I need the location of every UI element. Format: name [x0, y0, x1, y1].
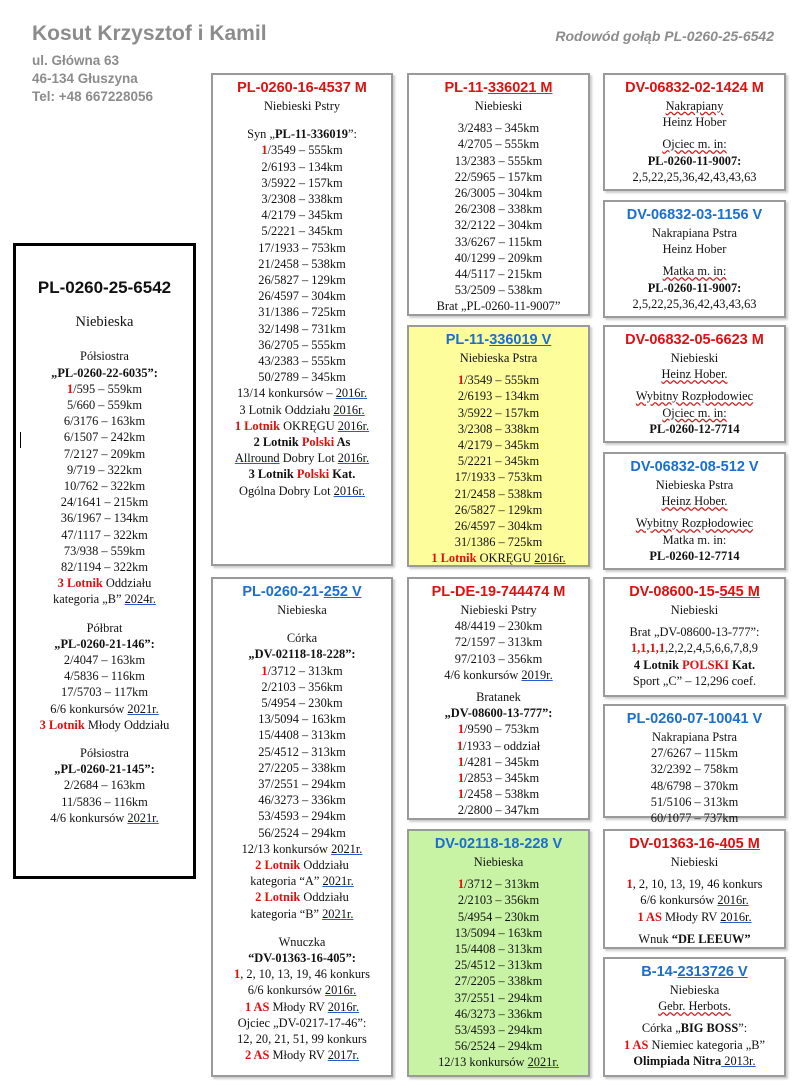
relation-name: PL-0260-11-9007: [647, 153, 742, 168]
result-line: 48/6798 – 370km [650, 778, 739, 793]
relation-name: Brat „DV-08600-13-777”: [629, 625, 760, 640]
ggp-color: Nakrapiany [665, 99, 724, 113]
fm-color: Niebieska Pstra [459, 351, 538, 365]
result-line: 56/2524 – 294km [454, 1039, 543, 1054]
award-line: 3 Lotnik Oddziału [57, 576, 152, 591]
result-line: 1/3549 – 555km [261, 143, 343, 158]
ggp-color: Niebieski [670, 351, 719, 365]
relation-label: Matka m. in: [662, 264, 727, 279]
result-line: 46/3273 – 336km [454, 1006, 543, 1021]
mm-box [407, 829, 590, 1077]
ggp2-box [603, 200, 786, 318]
ggp6-box [603, 704, 786, 826]
result-line: 36/2705 – 555km [258, 337, 346, 352]
result-line: 32/1498 – 731km [258, 321, 346, 336]
result-line: 26/5827 – 129km [454, 502, 543, 517]
award-line: 1 AS Młody RV 2016r. [637, 909, 752, 924]
result-line: 50/2789 – 345km [258, 370, 346, 385]
result-line: 7/2127 – 209km [63, 446, 146, 461]
result-line: 51/5106 – 313km [650, 794, 739, 809]
result-line: 26/5827 – 129km [258, 273, 346, 288]
ggp-desc: Wybitny Rozpłodowiec [635, 389, 754, 404]
relation-label: Ojciec m. in: [662, 137, 727, 152]
result-line: 12, 20, 21, 51, 99 konkurs [237, 1032, 367, 1047]
award-line: 1 Lotnik OKRĘGU 2016r. [431, 551, 566, 566]
mf-box [407, 577, 590, 820]
result-line: 27/2205 – 338km [258, 760, 346, 775]
address-line: Tel: +48 667228056 [32, 89, 153, 104]
result-line: 3/2308 – 338km [457, 421, 540, 436]
main-bird-box [13, 243, 196, 879]
relation-name: „DV-02118-18-228”: [248, 647, 356, 662]
result-line: 31/1386 – 725km [454, 535, 543, 550]
award-line: Allround Dobry Lot 2016r. [234, 451, 370, 466]
result-line: 2/4047 – 163km [63, 653, 146, 668]
award-line: 1 Lotnik OKRĘGU 2016r. [234, 418, 370, 433]
result-line: 53/2509 – 538km [454, 283, 543, 298]
award-line: 1 AS Młody RV 2016r. [244, 999, 360, 1014]
award-line: 2 AS Młody RV 2017r. [244, 1048, 360, 1063]
ggp-ring: DV-08600-15-545 M [629, 584, 760, 600]
relation-name: Ojciec „DV-0217-17-46”: [237, 1015, 367, 1030]
father-box [211, 73, 393, 566]
result-line: 10/762 – 322km [63, 479, 146, 494]
son-of-line: Syn „PL-11-336019”: [247, 127, 357, 142]
ggp-breeder: Heinz Hober. [661, 494, 728, 509]
award-line: 3 Lotnik Polski Kat. [248, 467, 356, 482]
result-line: 37/2551 – 294km [258, 777, 346, 792]
relation-label: Córka [286, 631, 318, 646]
relation-name: “DV-01363-16-405”: [248, 951, 356, 966]
result-line: 60/1077 – 737km [650, 811, 739, 826]
ggp5-box [603, 577, 786, 697]
result-line: 4/2179 – 345km [261, 208, 343, 223]
result-line: 46/3273 – 336km [258, 793, 346, 808]
result-line: 56/2524 – 294km [258, 825, 346, 840]
result-line: 3/5922 – 157km [457, 405, 540, 420]
result-line: 82/1194 – 322km [61, 560, 148, 575]
award-line: kategoria “A” 2021r. [250, 874, 354, 889]
ggp-ring: DV-06832-03-1156 V [626, 207, 763, 223]
result-line: 26/2308 – 338km [454, 202, 543, 217]
ggp-color: Nakrapiana Pstra [652, 730, 737, 744]
ggp-color: Nakrapiana Pstra [652, 226, 737, 240]
sibling-label: Półbrat [86, 620, 123, 635]
award-line: Olimpiada Nitra 2013r. [633, 1053, 756, 1068]
result-line: 1/3549 – 555km [457, 373, 540, 388]
award-line: 2 Lotnik Polski As [253, 435, 351, 450]
ggp7-box [603, 829, 786, 949]
ggp-breeder: Gebr. Herbots. [658, 999, 731, 1014]
award-line: Sport „C” – 12,296 coef. [632, 673, 757, 688]
relation-name: PL-0260-11-9007: [647, 280, 742, 295]
result-line: 44/5117 – 215km [455, 267, 542, 282]
award-line: kategoria „B” 2024r. [53, 592, 156, 607]
result-line: 2/2103 – 356km [457, 893, 540, 908]
ggp3-box [603, 325, 786, 443]
relation-name: „DV-08600-13-777”: [444, 706, 553, 721]
result-line: 1/3712 – 313km [457, 877, 540, 892]
relation-name: PL-0260-12-7714 [649, 421, 740, 436]
result-line: 5/4954 – 230km [261, 696, 343, 711]
relation-label: Bratanek [476, 690, 521, 705]
ggp-color: Niebieski [670, 855, 719, 869]
sibling-name: „PL-0260-21-146”: [54, 636, 155, 651]
father-color: Niebieski Pstry [263, 99, 341, 113]
ggp-ring: B-14-2313726 V [641, 964, 748, 980]
relation-label: Ojciec m. in: [662, 405, 727, 420]
relation-line: Córka „BIG BOSS”: [641, 1021, 748, 1036]
result-line: 6/6 konkursów 2016r. [247, 983, 357, 998]
result-line: 73/938 – 559km [63, 543, 146, 558]
result-line: 5/2221 – 345km [261, 224, 343, 239]
main-ring: PL-0260-25-6542 [37, 278, 172, 297]
result-line: 22/5965 – 157km [454, 169, 543, 184]
ff-ring: PL-11-336021 M [444, 80, 553, 96]
result-line: 21/2458 – 538km [258, 256, 346, 271]
result-line: 53/4593 – 294km [454, 1023, 543, 1038]
result-line: 5/4954 – 230km [457, 909, 540, 924]
result-line: 6/1507 – 242km [63, 430, 146, 445]
result-line: 2/2684 – 163km [63, 778, 146, 793]
address-line: ul. Główna 63 [32, 53, 120, 68]
sibling-name: „PL-0260-21-145”: [54, 762, 155, 777]
award-line: 2 Lotnik Oddziału [255, 858, 349, 873]
ggp-ring: DV-01363-16-405 M [629, 836, 760, 852]
result-line: 4/2179 – 345km [457, 438, 540, 453]
mf-ring: PL-DE-19-744474 M [431, 584, 566, 600]
award-line: 3 Lotnik Młody Oddziału [39, 717, 170, 732]
result-line: 1/9590 – 753km [457, 722, 540, 737]
fm-ring: PL-11-336019 V [445, 332, 552, 348]
ggp-color: Niebieska [669, 983, 720, 997]
result-line: 25/4512 – 313km [454, 958, 543, 973]
ggp-color: Niebieska Pstra [655, 478, 734, 492]
award-line: Ogólna Dobry Lot 2016r. [239, 483, 365, 498]
award-line: 2 Lotnik Oddziału [255, 890, 349, 905]
result-line: 1/1933 – oddział [456, 738, 541, 753]
result-line: 4/6 konkursów 2021r. [50, 810, 159, 825]
sibling-label: Półsiostra [80, 349, 129, 364]
ggp4-box [603, 452, 786, 570]
result-line: 32/2122 – 304km [454, 218, 543, 233]
result-line: 2/2800 – 347km [457, 803, 540, 818]
mf-color: Niebieski Pstry [460, 603, 537, 617]
relation-label: Wnuczka [278, 934, 326, 949]
result-line: 33/6267 – 115km [455, 234, 542, 249]
owner-address [32, 52, 153, 106]
result-line: 26/3005 – 304km [454, 186, 543, 201]
fm-box [407, 325, 590, 567]
relation-name: Brat „PL-0260-11-9007” [436, 299, 561, 314]
result-line: 15/4408 – 313km [454, 942, 543, 957]
result-line: 3/2483 – 345km [457, 121, 540, 136]
award-line: 3 Lotnik Oddziału 2016r. [239, 402, 365, 417]
relation-name: PL-0260-12-7714 [649, 548, 740, 563]
result-line: 1,1,1,1,2,2,2,4,5,6,6,7,8,9 [630, 641, 758, 656]
result-line: 24/1641 – 215km [60, 495, 149, 510]
result-line: 32/2392 – 758km [650, 762, 739, 777]
owner-name: Kosut Krzysztof i Kamil [32, 22, 267, 45]
ggp1-box [603, 73, 786, 191]
ggp-breeder: Heinz Hober [662, 115, 727, 130]
result-line: 21/2458 – 538km [454, 486, 543, 501]
result-line: 6/6 konkursów 2016r. [640, 893, 749, 908]
result-line: 36/1967 – 134km [60, 511, 149, 526]
result-line: 5/660 – 559km [66, 398, 143, 413]
result-line: 6/6 konkursów 2021r. [50, 701, 159, 716]
ggp-breeder: Heinz Hober. [661, 367, 728, 382]
result-line: 26/4597 – 304km [454, 519, 543, 534]
result-line: 31/1386 – 725km [258, 305, 346, 320]
award-line: 4 Lotnik POLSKI Kat. [633, 657, 756, 672]
ff-box [407, 73, 590, 316]
relation-label: Matka m. in: [662, 532, 727, 547]
result-line: 2/6193 – 134km [261, 159, 343, 174]
result-line: 4/2705 – 555km [457, 137, 540, 152]
result-line: 4/5836 – 116km [64, 669, 145, 684]
mother-ring: PL-0260-21-252 V [242, 584, 362, 600]
result-line: 5/2221 – 345km [457, 454, 540, 469]
result-line: 13/2383 – 555km [454, 153, 543, 168]
result-line: 13/5094 – 163km [454, 925, 543, 940]
result-line: 1, 2, 10, 13, 19, 46 konkurs [626, 877, 763, 892]
result-line: 1/4281 – 345km [457, 754, 540, 769]
result-line: 48/4419 – 230km [454, 619, 543, 634]
result-line: 2,5,22,25,36,42,43,43,63 [632, 169, 757, 184]
result-line: 2,5,22,25,36,42,43,43,63 [632, 296, 757, 311]
mm-ring: DV-02118-18-228 V [434, 836, 563, 852]
result-line: 37/2551 – 294km [454, 990, 543, 1005]
ggp-ring: DV-06832-02-1424 M [625, 80, 764, 96]
ggp-desc: Wybitny Rozpłodowiec [635, 516, 754, 531]
result-line: 72/1597 – 313km [454, 635, 543, 650]
mother-color: Niebieska [277, 603, 327, 617]
result-line: 11/5836 – 116km [61, 794, 148, 809]
result-line: 15/4408 – 313km [258, 728, 346, 743]
pedigree-title: Rodowód gołąb PL-0260-25-6542 [555, 28, 774, 44]
ggp-breeder: Heinz Hober [662, 242, 727, 257]
award-line: 12/13 konkursów 2021r. [438, 1055, 559, 1070]
result-line: 2/6193 – 134km [457, 389, 540, 404]
sibling-name: „PL-0260-22-6035”: [51, 365, 158, 380]
relation-line: Wnuk “DE LEEUW” [638, 931, 751, 946]
text-cursor [20, 432, 21, 448]
result-line: 25/4512 – 313km [258, 744, 346, 759]
result-line: 26/4597 – 304km [258, 289, 346, 304]
ggp8-box [603, 957, 786, 1077]
result-line: 13/5094 – 163km [258, 712, 346, 727]
address-line: 46-134 Głuszyna [32, 71, 138, 86]
sibling-label: Półsiostra [80, 746, 129, 761]
award-line: 1 AS Niemiec kategoria „B” [623, 1037, 766, 1052]
ggp-ring: DV-06832-08-512 V [630, 459, 759, 475]
ggp-color: Niebieski [670, 603, 719, 617]
result-line: 43/2383 – 555km [258, 354, 346, 369]
main-color: Niebieska [75, 314, 134, 331]
award-line: 13/14 konkursów – 2016r. [236, 386, 368, 401]
result-line: 40/1299 – 209km [454, 250, 543, 265]
result-line: 1/595 – 559km [66, 381, 143, 396]
mm-color: Niebieska [473, 855, 524, 869]
ggp-ring: DV-06832-05-6623 M [625, 332, 764, 348]
mother-box [211, 577, 393, 1077]
award-line: 12/13 konkursów 2021r. [241, 841, 363, 856]
ff-color: Niebieski [474, 99, 523, 113]
result-line: 17/1933 – 753km [258, 240, 346, 255]
father-ring: PL-0260-16-4537 M [237, 80, 367, 96]
result-line: 1/3712 – 313km [261, 663, 343, 678]
result-line: 1, 2, 10, 13, 19, 46 konkurs [234, 967, 370, 982]
result-line: 1/2458 – 538km [457, 787, 540, 802]
award-line: kategoria “B” 2021r. [250, 906, 354, 921]
result-line: 17/5703 – 117km [61, 685, 148, 700]
result-line: 3/5922 – 157km [261, 175, 343, 190]
result-line: 27/2205 – 338km [454, 974, 543, 989]
result-line: 27/6267 – 115km [651, 746, 738, 761]
result-line: 53/4593 – 294km [258, 809, 346, 824]
result-line: 97/2103 – 356km [454, 651, 543, 666]
result-line: 6/3176 – 163km [63, 414, 146, 429]
result-line: 2/2103 – 356km [261, 679, 343, 694]
result-line: 4/6 konkursów 2019r. [444, 667, 553, 682]
ggp-ring: PL-0260-07-10041 V [626, 711, 763, 727]
result-line: 1/2853 – 345km [457, 771, 540, 786]
result-line: 17/1933 – 753km [454, 470, 543, 485]
result-line: 47/1117 – 322km [61, 527, 148, 542]
result-line: 9/719 – 322km [66, 462, 143, 477]
result-line: 3/2308 – 338km [261, 192, 343, 207]
